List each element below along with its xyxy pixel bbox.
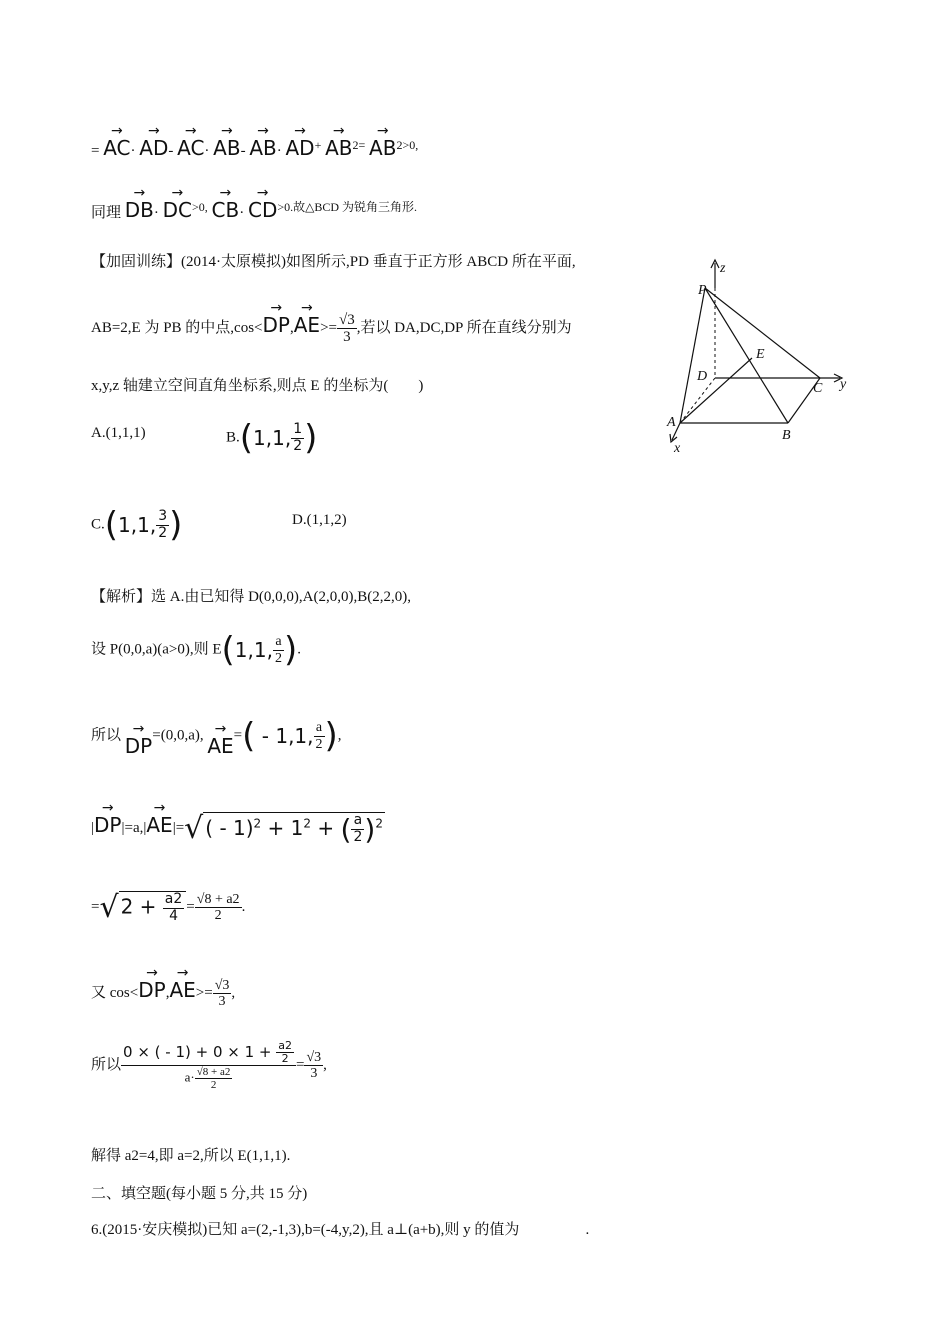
section-heading: 二、填空题(每小题 5 分,共 15 分) [91,1186,308,1202]
option-a: A.(1,1,1) [91,425,146,441]
label-A: A [667,415,676,430]
label-C: C [813,381,823,396]
edge-PB [705,288,788,423]
solution-line-6: 又 cos< → DP, → AE>= $\frac{√3}{3}$ , [91,965,236,1010]
option-d: D.(1,1,2) [292,512,347,528]
vector-DC: → DC [162,185,193,222]
vector-AB: → AB [213,123,241,160]
edge-PC [705,288,820,378]
vector-CB: → CB [211,185,240,222]
solution-line-3: 所以 → DP=(0,0,a), → AE=( - 1,1, $\frac{a}{2}$ ), [91,716,342,759]
label-x: x [674,441,681,456]
vector-AE: → AE [207,721,234,759]
solution-line-1: 【解析】选 A.由已知得 D(0,0,0),A(2,0,0),B(2,2,0), [91,589,411,605]
question-line-3: x,y,z 轴建立空间直角坐标系,则点 E 的坐标为( ) [91,378,424,394]
acute-triangle-line: 同理 → DB· → $DC^{>0,}$ → CB· → $CD^{>0.故\triangle BCD 为锐角三角形.}$ [91,185,418,222]
vector-AE: → AE [169,965,196,1002]
question-6: 6.(2015·安庆模拟)已知 a=(2,-1,3),b=(-4,y,2),且 a⊥(a+b),则 y 的值为 . [91,1222,590,1238]
label-D: D [697,369,708,384]
vector-AB: → AB [369,123,397,160]
vector-AD: → AD [285,123,315,160]
vector-DP: → DP [138,965,166,1002]
vector-DP: → DP [262,300,290,337]
vector-CD: → CD [247,185,278,222]
vector-AD: → AD [139,123,169,160]
vector-DB: → DB [124,185,154,222]
fraction-sqrt3-over-3: $\frac{√3}{3}$ [338,311,355,346]
vector-AE: → AE [293,300,321,337]
vector-AE: → AE [146,800,173,837]
label-E: E [756,347,765,362]
question-line-1: 【加固训练】(2014·太原模拟)如图所示,PD 垂直于正方形 ABCD 所在平面, [91,254,576,270]
vector-DP: → DP [124,721,153,759]
label-z: z [720,261,726,276]
vector-AC: → AC [103,123,131,160]
option-c: C.(1,1, $\frac{3}{2}$ ) [91,505,183,545]
vector-DP: → DP [94,800,122,837]
edge-PA [680,288,708,423]
solution-line-5: =√ 2 + $\frac{a2}{4}$ = $\frac{√8 + a2}{2}$ . [91,890,246,925]
solution-line-4: | → DP|=a,| → AE|=√ ( - $1)^2 + 1^2$ + ( $\frac{a}{2}$ )$^2$ [91,800,383,847]
label-P: P [698,283,707,298]
edge-DA-hidden [680,378,715,423]
vector-AB: → AB [249,123,277,160]
sqrt-expression: ( - $1)^2 + 1^2$ + ( $\frac{a}{2}$ )$^2$ [205,812,383,846]
solution-line-7: 所以 0 × ( - 1) + 0 × 1 + $\frac{a2}{2}$ a· $\frac{√8 + a2}{2}$ = $\frac{√3}{3}$ , [91,1039,327,1092]
vector-AB: → AB [325,123,353,160]
solution-line-8: 解得 a2=4,即 a=2,所以 E(1,1,1). [91,1148,291,1164]
vector-AC: → AC [177,123,205,160]
question-line-2: AB=2,E 为 PB 的中点,cos< → DP, → AE>= $\frac{√3}{3}$ ,若以 DA,DC,DP 所在直线分别为 [91,300,572,346]
option-b: B.(1,1, $\frac{1}{2}$ ) [226,418,318,458]
label-y: y [840,377,847,392]
pyramid-figure [660,258,860,458]
solution-line-2: 设 P(0,0,a)(a>0),则 E(1,1, $\frac{a}{2}$ ). [91,630,301,670]
big-fraction: 0 × ( - 1) + 0 × 1 + $\frac{a2}{2}$ a· $\frac{√8 + a2}{2}$ [121,1040,296,1091]
vector-equation-line: = → AC· → AD- → AC· → AB- → AB· → AD+ → $AB^{2=}$ → $AB^{2>0,}$ [91,123,419,160]
label-B: B [782,428,791,443]
